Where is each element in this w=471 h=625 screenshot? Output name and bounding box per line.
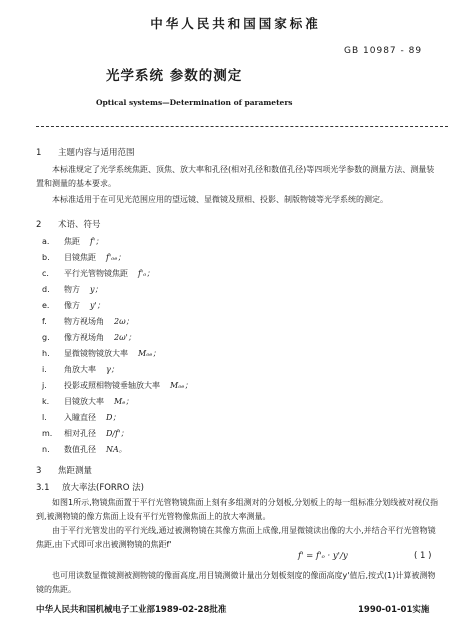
term-name: 目镜放大率 xyxy=(64,397,104,406)
term-item xyxy=(42,412,120,423)
term-symbol: Mₑ； xyxy=(114,397,134,406)
term-item xyxy=(42,316,134,327)
term-name: 物方视场角 xyxy=(64,317,104,326)
approval-line: 中华人民共和国机械电子工业部1989-02-28批准 xyxy=(36,605,227,615)
term-letter: f. xyxy=(42,317,47,326)
term-symbol: NA。 xyxy=(106,445,127,454)
section-title: 术语、符号 xyxy=(58,220,101,230)
section-number: 2 xyxy=(36,220,42,230)
subsection-number: 3.1 xyxy=(36,483,50,493)
term-letter: g. xyxy=(42,333,50,342)
term-name: 显微镜物镜放大率 xyxy=(64,349,128,358)
term-name: 平行光管物镜焦距 xyxy=(64,269,128,278)
term-item xyxy=(42,284,103,295)
formula: f' = f'ₒ · y'/y xyxy=(298,551,348,561)
term-letter: n. xyxy=(42,445,50,454)
english-title: Optical systems—Determination of parameters xyxy=(96,98,293,107)
standard-name: 中华人民共和国国家标准 xyxy=(150,16,321,31)
subsection-3-1-heading xyxy=(36,481,144,493)
section-1-paragraph-1: 本标准规定了光学系统焦距、顶焦、放大率和孔径(相对孔径和数值孔径)等四项光学参数的测量方法、测量装置和测量的基本要求。 xyxy=(36,165,435,188)
subsection-title: 放大率法(FORRO 法) xyxy=(62,483,144,493)
term-symbol: Mₒₑ； xyxy=(170,381,193,390)
term-name: 入瞳直径 xyxy=(64,413,96,422)
term-name: 目镜焦距 xyxy=(64,253,96,262)
section-1-paragraph-2: 本标准适用于在可见光范围应用的望远镜、显微镜及照相、投影、制版物镜等光学系统的测定。 xyxy=(52,195,388,204)
term-letter: c. xyxy=(42,269,49,278)
term-letter: b. xyxy=(42,253,50,262)
term-symbol: y'； xyxy=(90,301,105,310)
term-name: 投影或照相物镜垂轴放大率 xyxy=(64,381,160,390)
term-letter: a. xyxy=(42,237,50,246)
term-letter: m. xyxy=(42,429,53,438)
section-title: 主题内容与适用范围 xyxy=(58,148,135,158)
term-name: 相对孔径 xyxy=(64,429,96,438)
term-item xyxy=(42,364,119,375)
term-symbol: 2ω'； xyxy=(114,333,136,342)
term-name: 焦距 xyxy=(64,237,80,246)
term-name: 物方 xyxy=(64,285,80,294)
term-item xyxy=(42,268,154,279)
section-number: 3 xyxy=(36,466,42,476)
term-letter: k. xyxy=(42,397,50,406)
section-title: 焦距测量 xyxy=(58,466,93,476)
term-name: 像方 xyxy=(64,301,80,310)
section-1-heading xyxy=(36,146,135,158)
term-item xyxy=(42,428,128,439)
term-item xyxy=(42,348,160,359)
term-symbol: 2ω； xyxy=(114,317,134,326)
term-symbol: D； xyxy=(106,413,121,422)
term-item xyxy=(42,380,192,391)
term-letter: e. xyxy=(42,301,50,310)
term-item xyxy=(42,396,133,407)
implementation-date: 1990-01-01实施 xyxy=(358,605,430,615)
section-3-heading xyxy=(36,464,92,476)
term-name: 角放大率 xyxy=(64,365,96,374)
formula-number: ( 1 ) xyxy=(414,551,432,561)
term-letter: h. xyxy=(42,349,50,358)
term-symbol: f'ₒₑ； xyxy=(106,253,126,262)
document-title: 光学系统 参数的测定 xyxy=(106,68,243,84)
term-item xyxy=(42,332,136,343)
term-item xyxy=(42,444,127,455)
term-item xyxy=(42,236,103,247)
header-divider xyxy=(36,126,448,127)
gb-code: GB 10987 - 89 xyxy=(344,46,423,56)
term-symbol: f'； xyxy=(90,237,104,246)
section-2-heading xyxy=(36,218,101,230)
section-3-closing-paragraph: 也可用读数显微镜测被测物镜的像面高度,用目镜测微计量出分划板刻度的像面高度y'值后,按式(1)计算被测物镜的焦距。 xyxy=(36,571,436,594)
term-item xyxy=(42,252,125,263)
term-symbol: Mₒₑ； xyxy=(138,349,161,358)
term-letter: l. xyxy=(42,413,47,422)
term-name: 像方视场角 xyxy=(64,333,104,342)
term-name: 数值孔径 xyxy=(64,445,96,454)
section-number: 1 xyxy=(36,148,42,158)
term-letter: d. xyxy=(42,285,50,294)
term-symbol: y； xyxy=(90,285,103,294)
term-symbol: γ； xyxy=(106,365,119,374)
term-letter: i. xyxy=(42,365,47,374)
section-3-paragraph-2: 由于平行光管发出的平行光线,通过被测物镜在其像方焦面上成像,用显微镜读出像的大小,并结合平行光管物镜焦距,由下式即可求出被测物镜的焦距f' xyxy=(36,526,436,549)
term-letter: j. xyxy=(42,381,47,390)
term-symbol: f'ₒ； xyxy=(138,269,155,278)
section-3-paragraph-1: 如图1所示,物镜焦面置于平行光管物镜焦面上刻有多组测对的分划板,分划板上的每一组标准分划线被对视仪指到,被测物镜的像方焦面上设有平行光管物像焦面上的放大率测量。 xyxy=(36,498,439,521)
term-item xyxy=(42,300,105,311)
term-symbol: D/f'； xyxy=(106,429,129,438)
